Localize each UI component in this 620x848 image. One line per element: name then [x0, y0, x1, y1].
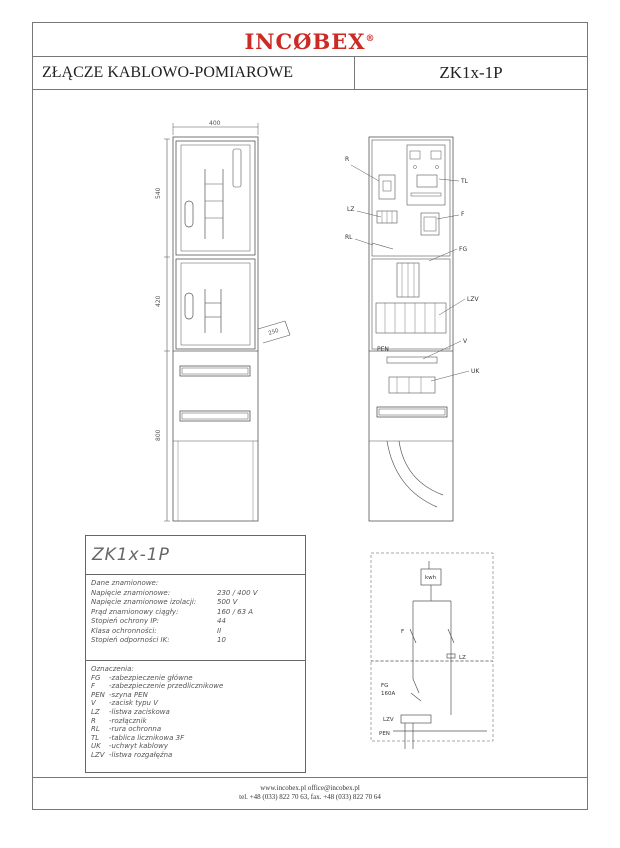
dim-width: 400	[209, 120, 221, 127]
schematic-FG: FG	[381, 683, 389, 689]
company-logo: INCØBEX®	[244, 29, 376, 54]
legend-item: LZ -listwa zaciskowa	[91, 707, 170, 716]
drawing-sheet	[32, 22, 588, 810]
dim-depth: 250	[267, 327, 280, 337]
info-model-title: ZK1x-1P	[86, 536, 305, 575]
schematic-FG-rating: 160A	[381, 691, 396, 697]
rated-data-row: Prąd znamionowy ciągły: 160 / 63 A	[91, 607, 254, 616]
title-row	[33, 56, 587, 90]
label-FG: FG	[459, 246, 468, 253]
rated-data-row: Stopień ochrony IP: 44	[91, 617, 226, 625]
legend-item: TL -tablica licznikowa 3F	[91, 733, 185, 742]
schematic-kwh: kwh	[425, 575, 437, 581]
footer-phone-fax: tel. +48 (033) 822 70 63, fax. +48 (033) 822 70 64	[239, 793, 381, 801]
rating-info-box	[85, 535, 306, 773]
interior-view	[369, 137, 453, 521]
label-TL: TL	[461, 178, 469, 185]
rated-data-row: Napięcie znamionowe izolacji: 500 V	[91, 598, 238, 606]
legend-item: F -zabezpieczenie przedlicznikowe	[91, 682, 224, 691]
rated-data-section	[86, 575, 305, 661]
footer-contact	[33, 777, 587, 809]
legend-item: R -rozłącznik	[91, 716, 147, 725]
schematic-PEN: PEN	[379, 731, 390, 737]
schematic-LZV: LZV	[383, 717, 394, 723]
label-LZ: LZ	[347, 206, 355, 213]
footer-web-email[interactable]: www.incobex.pl office@incobex.pl	[260, 784, 360, 792]
legend-item: PEN -szyna PEN	[91, 690, 148, 699]
drawing-title: ZŁĄCZE KABLOWO-POMIAROWE	[33, 56, 355, 89]
label-V: V	[463, 338, 468, 345]
legend-section	[86, 661, 305, 764]
schematic-F: F	[401, 629, 405, 635]
model-number: ZK1x-1P	[439, 63, 503, 82]
dim-top-height: 540	[155, 187, 162, 199]
dim-mid-height: 420	[155, 295, 162, 307]
front-view	[155, 120, 290, 521]
legend-heading: Oznaczenia:	[91, 665, 134, 673]
dim-bottom-height: 800	[155, 429, 162, 441]
label-RL: RL	[345, 234, 353, 241]
label-F: F	[461, 211, 465, 218]
legend-item: V -zacisk typu V	[91, 699, 158, 708]
legend-item: LZV -listwa rozgałęźna	[91, 750, 173, 759]
rated-data-heading: Dane znamionowe:	[91, 579, 159, 587]
schematic-LZ: LZ	[459, 655, 466, 661]
legend-item: FG -zabezpieczenie główne	[91, 673, 193, 682]
logo-row	[33, 23, 587, 57]
rated-data-row: Klasa ochronności: II	[91, 626, 222, 635]
label-PEN: PEN	[377, 346, 389, 353]
legend-item: UK -uchwyt kablowy	[91, 742, 168, 751]
rated-data-row: Napięcie znamionowe: 230 / 400 V	[91, 588, 258, 597]
label-LZV: LZV	[467, 296, 479, 303]
rated-data-row: Stopień odporności IK: 10	[91, 636, 226, 644]
legend-item: RL -rura ochronna	[91, 725, 162, 734]
label-R: R	[345, 156, 350, 163]
label-UK: UK	[471, 368, 480, 375]
